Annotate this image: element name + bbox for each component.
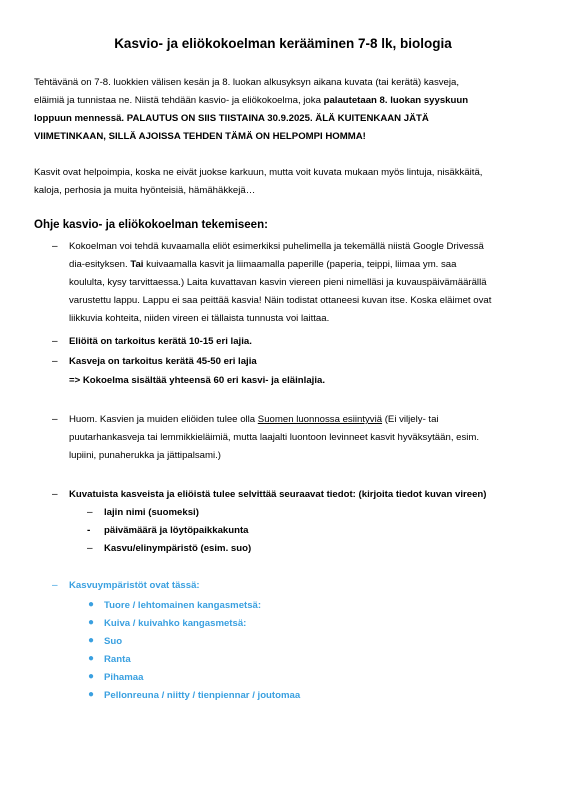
item5-text: Kuvatuista kasveista ja eliöistä tulee selvittää seuraavat tiedot: (kirjoita tiedot kuvan vireen) [69, 489, 487, 500]
subitem-species-name: lajin nimi (suomeksi) [104, 507, 199, 518]
item3-summary: => Kokoelma sisältää yhteensä 60 eri kasvi- ja eläinlajia. [69, 375, 325, 386]
item4-line-1c: (Ei viljely- tai [382, 414, 439, 425]
habitat-item: Tuore / lehtomainen kangasmetsä: [104, 600, 262, 611]
intro-line-1: Tehtävänä on 7-8. luokkien välisen kesän ja 8. luokan alkusyksyn aikana kuvata (tai kerätä) kasveja, [34, 77, 460, 88]
intro-line-4: VIIMETINKAAN, SILLÄ AJOISSA TEHDEN TÄMÄ ON HELPOMPI HOMMA! [34, 131, 366, 142]
bullet-icon: ● [88, 599, 95, 610]
item4-line-1a: Huom. Kasvien ja muiden eliöiden tulee olla [69, 414, 258, 425]
intro-deadline-bold: palautetaan 8. luokan syyskuun [323, 95, 469, 106]
bullet-icon: ● [88, 653, 95, 664]
item3-text: Kasveja on tarkoitus kerätä 45-50 eri lajia [69, 356, 257, 367]
habitat-item: Ranta [104, 654, 131, 665]
item1-or-bold: Tai [130, 259, 144, 270]
bullet-icon: ● [88, 617, 95, 628]
habitat-item: Pellonreuna / niitty / tienpiennar / joutomaa [104, 690, 301, 701]
item4-line-2: puutarhankasveja tai lemmikkieläimiä, mutta laajalti luontoon levinneet kasvit hyväksytään, esim. [69, 432, 480, 443]
subitem-habitat: Kasvu/elinympäristö (esim. suo) [104, 543, 252, 554]
subitem-date-location: päivämäärä ja löytöpaikkakunta [104, 525, 249, 536]
item1-line-2a: dia-esityksen. [69, 259, 131, 270]
intro-line-2 [34, 92, 468, 110]
bullet-icon: ● [88, 635, 95, 646]
dash-marker: – [52, 489, 58, 500]
item4-line-1 [69, 411, 439, 429]
dash-marker: – [52, 336, 58, 347]
habitats-heading: Kasvuympäristöt ovat tässä: [69, 580, 200, 591]
item4-underlined: Suomen luonnossa esiintyviä [257, 414, 383, 425]
dash-marker: – [52, 580, 58, 591]
bullet-icon: ● [88, 689, 95, 700]
item1-line-2 [69, 256, 456, 274]
bullet-icon: ● [88, 671, 95, 682]
subitem-marker: – [87, 507, 93, 518]
intro-line-3: loppuun mennessä. PALAUTUS ON SIIS TIISTAINA 30.9.2025. ÄLÄ KUITENKAAN JÄTÄ [34, 113, 429, 124]
dash-marker: – [52, 356, 58, 367]
item4-line-3: lupiini, punaherukka ja jättipalsami.) [69, 450, 221, 461]
document-title: Kasvio- ja eliökokoelman kerääminen 7-8 lk, biologia [114, 36, 452, 51]
item1-line-1: Kokoelman voi tehdä kuvaamalla eliöt esimerkiksi puhelimella ja tekemällä niistä Google Drivessä [69, 241, 484, 252]
subitem-marker: - [87, 525, 91, 536]
habitat-item: Kuiva / kuivahko kangasmetsä: [104, 618, 247, 629]
item1-line-2c: kuivaamalla kasvit ja liimaamalla paperille (paperia, teippi, liimaa ym. saa [143, 259, 457, 270]
dash-marker: – [52, 241, 58, 252]
subitem-marker: – [87, 543, 93, 554]
para2-line-1: Kasvit ovat helpoimpia, koska ne eivät juokse karkuun, mutta voit kuvata mukaan myös lintuja, nisäkkäitä, [34, 167, 483, 178]
item1-line-3: koululta, kysy tarvittaessa.) Laita kuvattavan kasvin viereen pieni nimelläsi ja kuvauspäivämäärällä [69, 277, 487, 288]
habitat-item: Pihamaa [104, 672, 144, 683]
habitat-item: Suo [104, 636, 123, 647]
dash-marker: – [52, 414, 58, 425]
para2-line-2: kaloja, perhosia ja muita hyönteisiä, hämähäkkejä… [34, 185, 256, 196]
intro-line-2-text: eläimiä ja tunnistaa ne. Niistä tehdään kasvio- ja eliökokoelma, joka [34, 95, 324, 106]
item2-text: Eliöitä on tarkoitus kerätä 10-15 eri lajia. [69, 336, 252, 347]
item1-line-5: liikkuvia kohteita, niiden vireen ei tällaista tunnusta voi laittaa. [69, 313, 330, 324]
instructions-heading: Ohje kasvio- ja eliökokoelman tekemiseen: [34, 219, 268, 231]
item1-line-4: varustettu lappu. Lappu ei saa peittää kasvia! Näin todistat ottaneesi kuvan itse. Koska eläimet ovat [69, 295, 492, 306]
